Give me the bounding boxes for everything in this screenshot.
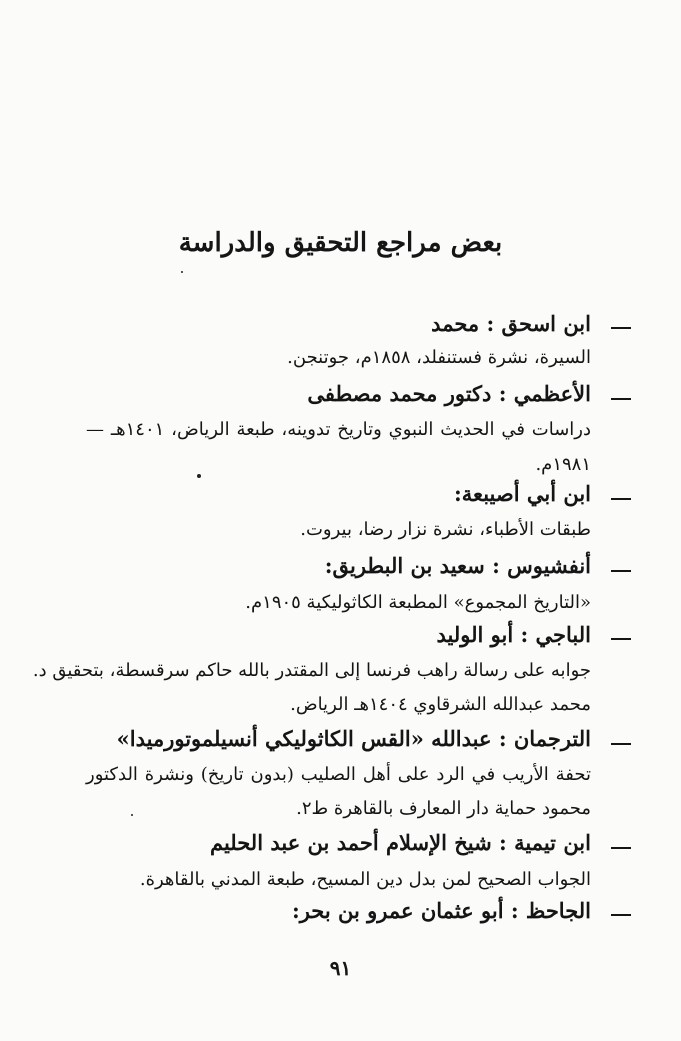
entry-text: جوابه على رسالة راهب فرنسا إلى المقتدر بالله حاكم سرقسطة، بتحقيق د. (32, 660, 591, 681)
entry-text: دراسات في الحديث النبوي وتاريخ تدوينه، طبعة الرياض، ١٤٠١هـ — (86, 419, 591, 440)
entry-text: الجواب الصحيح لمن بدل دين المسيح، طبعة المدني بالقاهرة. (139, 869, 591, 890)
entry-heading: أنفشيوس : سعيد بن البطريق: (324, 553, 591, 578)
scan-speck (181, 271, 183, 273)
entry-heading: الأعظمي : دكتور محمد مصطفى (307, 381, 591, 406)
scan-speck (197, 474, 201, 478)
entry-dash (611, 847, 631, 849)
entry-dash (611, 398, 631, 400)
entry-heading: الباجي : أبو الوليد (436, 622, 591, 647)
entry-dash (611, 570, 631, 572)
entry-dash (611, 743, 631, 745)
entry-heading: ابن أبي أصيبعة: (454, 481, 591, 506)
entry-text: السيرة، نشرة فستنفلد، ١٨٥٨م، جوتنجن. (287, 347, 591, 368)
entry-heading: الجاحظ : أبو عثمان عمرو بن بحر: (291, 898, 591, 923)
page-number: ٩١ (329, 956, 352, 980)
entry-dash (611, 914, 631, 916)
entry-heading: الترجمان : عبدالله «القس الكاثوليكي أنسيلموتورميدا» (116, 726, 591, 751)
entry-text: ١٩٨١م. (535, 454, 591, 475)
entry-dash (611, 327, 631, 329)
entry-text: محمد عبدالله الشرقاوي ١٤٠٤هـ الرياض. (290, 694, 591, 715)
entry-text: تحفة الأريب في الرد على أهل الصليب (بدون تاريخ) ونشرة الدكتور (86, 764, 591, 785)
entry-dash (611, 638, 631, 640)
entry-text: «التاريخ المجموع» المطبعة الكاثوليكية ١٩٠٥م. (245, 592, 591, 613)
entry-text: طبقات الأطباء، نشرة نزار رضا، بيروت. (300, 519, 591, 540)
entry-heading: ابن اسحق : محمد (431, 311, 591, 336)
page-title: بعض مراجع التحقيق والدراسة (178, 228, 503, 258)
entry-text: محمود حماية دار المعارف بالقاهرة ط٢. (296, 798, 591, 819)
entry-dash (611, 498, 631, 500)
scan-speck (131, 814, 133, 816)
entry-heading: ابن تيمية : شيخ الإسلام أحمد بن عبد الحليم (209, 830, 591, 855)
